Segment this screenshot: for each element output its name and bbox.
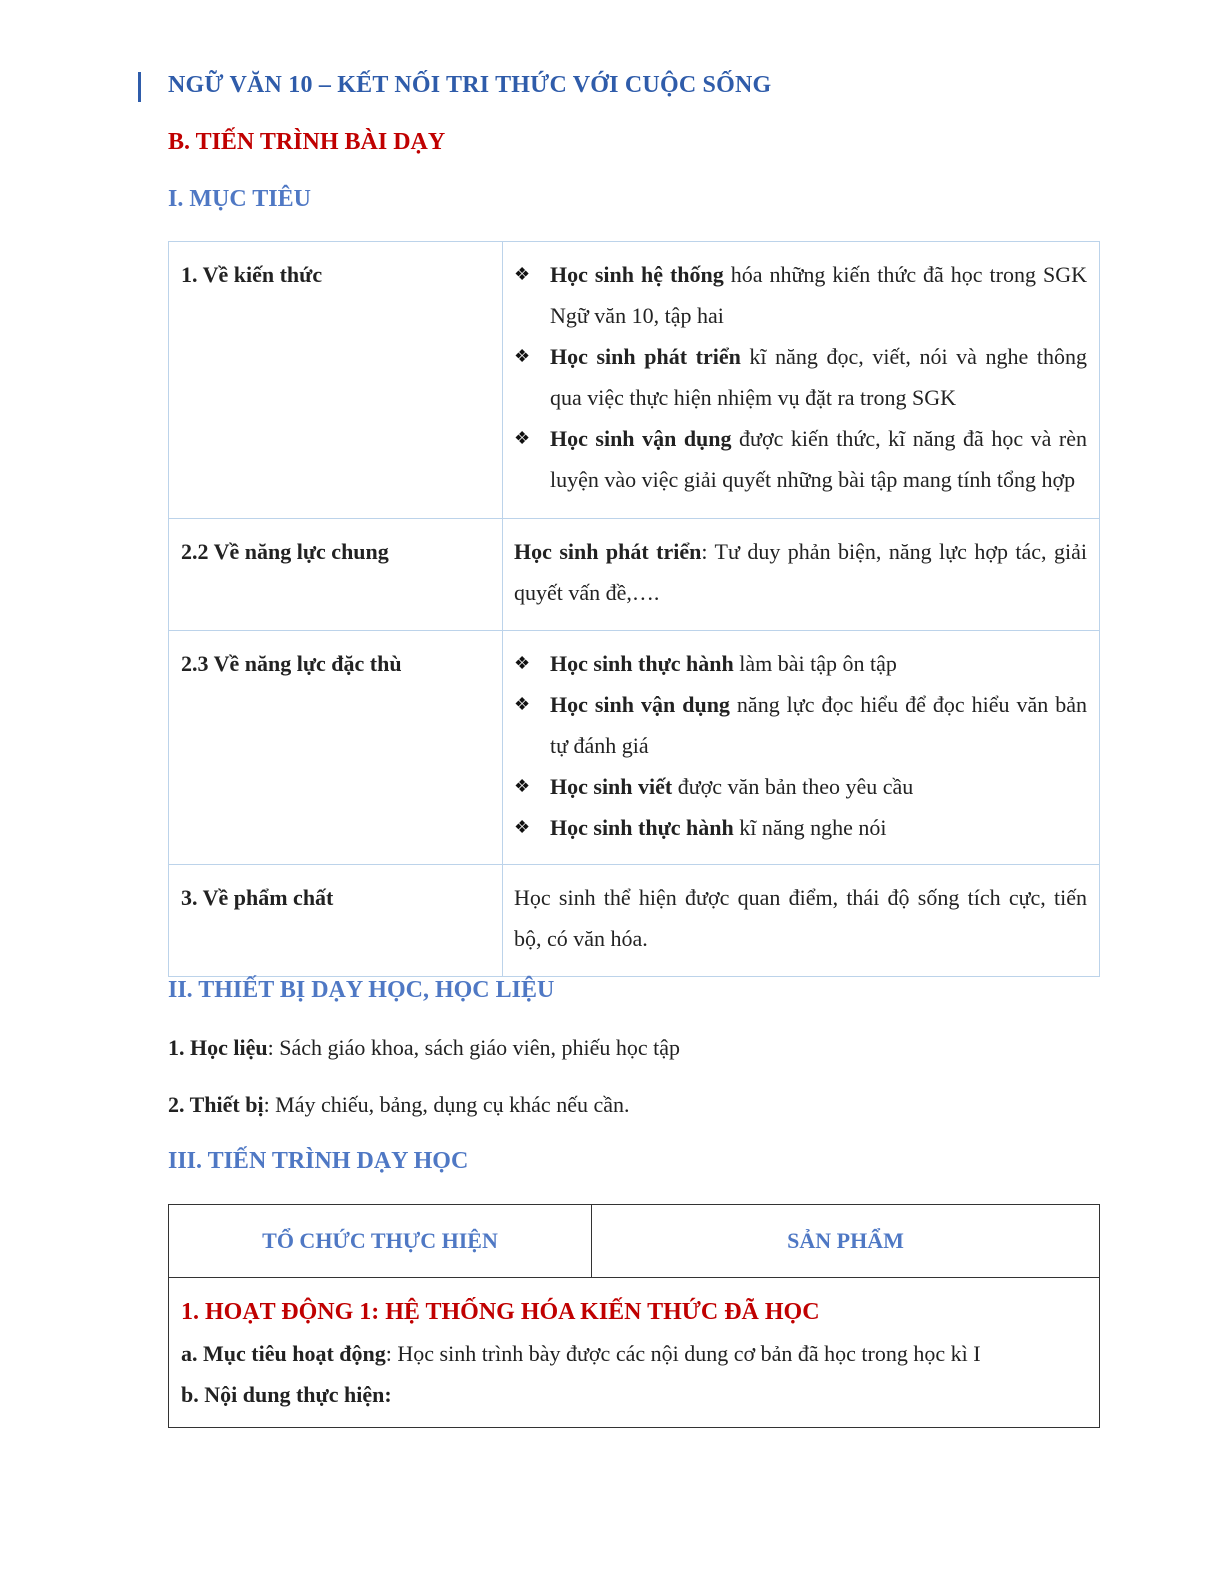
section-b-heading: B. TIẾN TRÌNH BÀI DẠY xyxy=(168,129,446,155)
diamond-bullet-icon: ❖ xyxy=(514,816,531,837)
list-item xyxy=(514,254,1087,336)
content-label: b. Nội dung thực hiện: xyxy=(181,1382,392,1407)
column-header-organization: TỔ CHỨC THỰC HIỆN xyxy=(169,1205,592,1278)
activity-title: 1. HOẠT ĐỘNG 1: HỆ THỐNG HÓA KIẾN THỨC ĐÃ HỌC xyxy=(181,1299,820,1325)
item-text: kĩ năng nghe nói xyxy=(733,814,887,840)
equipment-label: 2. Thiết bị xyxy=(168,1092,264,1117)
item-text: làm bài tập ôn tập xyxy=(733,650,897,676)
item-text: được văn bản theo yêu cầu xyxy=(672,773,914,799)
item-bold-lead: Học sinh thực hành xyxy=(550,814,734,840)
diamond-bullet-icon: ❖ xyxy=(514,652,531,673)
diamond-bullet-icon: ❖ xyxy=(514,693,531,714)
diamond-bullet-icon: ❖ xyxy=(514,775,531,796)
objective-bullet-list xyxy=(514,254,1087,500)
activity-cell xyxy=(169,1278,1100,1428)
objectives-row-knowledge xyxy=(169,242,1100,519)
objectives-table xyxy=(168,241,1100,977)
objective-content xyxy=(503,519,1100,630)
diamond-bullet-icon: ❖ xyxy=(514,428,531,448)
list-item xyxy=(514,807,1087,848)
materials-line xyxy=(168,1035,680,1061)
item-bold-lead: Học sinh viết xyxy=(550,773,673,799)
header-title: NGỮ VĂN 10 – KẾT NỐI TRI THỨC VỚI CUỘC SỐNG xyxy=(168,72,772,98)
process-header-row xyxy=(169,1205,1100,1278)
activity-content xyxy=(181,1374,1087,1415)
section-iii-heading: III. TIẾN TRÌNH DẠY HỌC xyxy=(168,1148,469,1174)
objective-label: 1. Về kiến thức xyxy=(169,242,503,519)
item-bold-lead: Học sinh phát triển xyxy=(550,344,741,369)
process-activity-row xyxy=(169,1278,1100,1428)
objective-content xyxy=(503,242,1100,519)
objective-bullet-list xyxy=(514,643,1087,848)
objective-text xyxy=(514,531,1087,613)
materials-text: : Sách giáo khoa, sách giáo viên, phiếu học tập xyxy=(267,1035,680,1060)
materials-label: 1. Học liệu xyxy=(168,1035,268,1060)
goal-label: a. Mục tiêu hoạt động xyxy=(181,1341,386,1366)
diamond-bullet-icon: ❖ xyxy=(514,346,531,366)
objective-content xyxy=(503,630,1100,864)
goal-text: : Học sinh trình bày được các nội dung cơ bản đã học trong học kì I xyxy=(385,1341,981,1366)
item-text: năng lực đọc hiểu để đọc hiểu văn bản tự đánh giá xyxy=(550,691,1087,758)
item-bold-lead: Học sinh hệ thống xyxy=(550,262,724,287)
objective-label: 2.2 Về năng lực chung xyxy=(169,519,503,630)
item-text: kĩ năng đọc, viết, nói và nghe thông qua việc thực hiện nhiệm vụ đặt ra trong SGK xyxy=(550,344,1087,410)
objectives-row-qualities xyxy=(169,864,1100,976)
diamond-bullet-icon: ❖ xyxy=(514,264,531,284)
item-bold-lead: Học sinh thực hành xyxy=(550,650,734,676)
objectives-row-general-competence xyxy=(169,519,1100,630)
equipment-line xyxy=(168,1092,630,1118)
activity-goal xyxy=(181,1333,1087,1374)
teaching-process-table xyxy=(168,1204,1100,1428)
list-item xyxy=(514,766,1087,807)
column-header-product: SẢN PHẨM xyxy=(592,1205,1100,1278)
list-item xyxy=(514,336,1087,418)
objectives-row-specific-competence xyxy=(169,630,1100,864)
list-item xyxy=(514,643,1087,684)
item-text: được kiến thức, kĩ năng đã học và rèn luyện vào việc giải quyết những bài tập mang tính tổng hợp xyxy=(550,426,1087,492)
item-text: : Tư duy phản biện, năng lực hợp tác, giải quyết vấn đề,…. xyxy=(514,539,1087,606)
equipment-text: : Máy chiếu, bảng, dụng cụ khác nếu cần. xyxy=(263,1092,630,1117)
item-text: hóa những kiến thức đã học trong SGK Ngữ văn 10, tập hai xyxy=(550,262,1087,328)
header-accent-bar xyxy=(138,72,141,102)
objective-content xyxy=(503,864,1100,976)
item-bold-lead: Học sinh vận dụng xyxy=(550,691,730,717)
section-i-heading: I. MỤC TIÊU xyxy=(168,186,311,212)
list-item xyxy=(514,684,1087,766)
item-bold-lead: Học sinh phát triển xyxy=(514,539,702,565)
item-bold-lead: Học sinh vận dụng xyxy=(550,426,732,451)
objective-label: 2.3 Về năng lực đặc thù xyxy=(169,630,503,864)
objective-label: 3. Về phẩm chất xyxy=(169,864,503,976)
list-item xyxy=(514,418,1087,500)
section-ii-heading: II. THIẾT BỊ DẠY HỌC, HỌC LIỆU xyxy=(168,977,555,1003)
objective-text: Học sinh thể hiện được quan điểm, thái độ sống tích cực, tiến bộ, có văn hóa. xyxy=(514,884,1087,951)
